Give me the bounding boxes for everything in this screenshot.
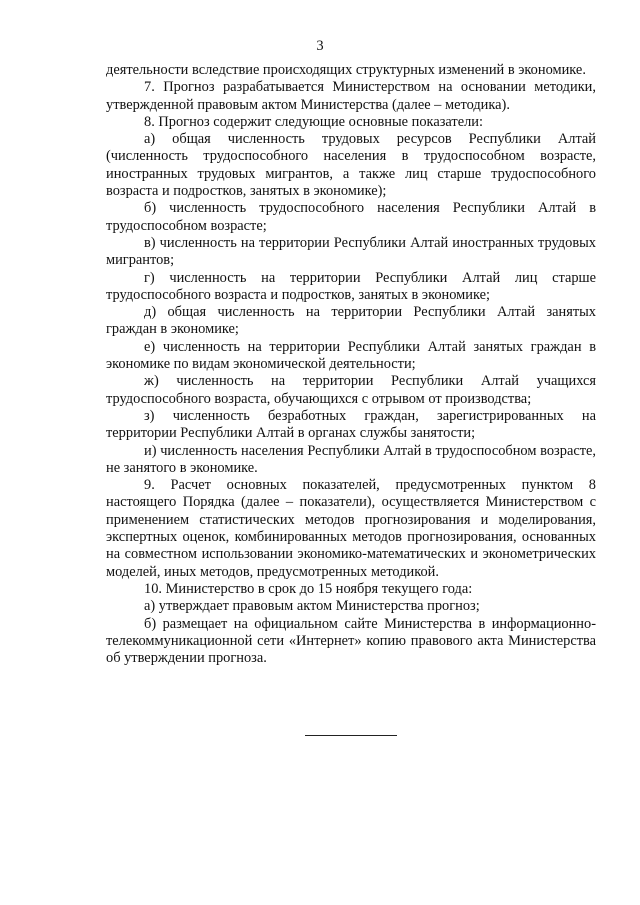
- paragraph-item-9: 9. Расчет основных показателей, предусмотренных пунктом 8 настоящего Порядка (далее – показатели), осуществляется Министерством с применением статистических методов прогнозирования и моделирования, экспертных оценок, комбинированных методов прогнозирования, основанных на совместном использовании экономико-математических и эконометрических моделей, иных методов, предусмотренных методикой.: [106, 477, 596, 580]
- subitem-zh: ж) численность на территории Республики Алтай учащихся трудоспособного возраста, обучающихся с отрывом от производства;: [106, 373, 596, 407]
- subitem-g: г) численность на территории Республики Алтай лиц старше трудоспособного возраста и подростков, занятых в экономике;: [106, 269, 596, 303]
- subitem-10-b: б) размещает на официальном сайте Министерства в информационно-телекоммуникационной сети «Интернет» копию правового акта Министерства об утверждении прогноза.: [106, 615, 596, 667]
- subitem-10-a: а) утверждает правовым актом Министерства прогноз;: [144, 598, 480, 615]
- subitem-b: б) численность трудоспособного населения Республики Алтай в трудоспособном возрасте;: [106, 200, 596, 234]
- paragraph-continuation: деятельности вследствие происходящих структурных изменений в экономике.: [106, 62, 586, 78]
- subitem-z: з) численность безработных граждан, зарегистрированных на территории Республики Алтай в органах службы занятости;: [106, 407, 596, 442]
- paragraph-item-7: 7. Прогноз разрабатывается Министерством на основании методики, утвержденной правовым актом Министерства (далее – методика).: [106, 79, 596, 113]
- end-divider: [305, 735, 397, 736]
- page-number: 3: [316, 38, 324, 54]
- subitem-i: и) численность населения Республики Алтай в трудоспособном возрасте, не занятого в экономике.: [106, 442, 596, 476]
- paragraph-item-8: 8. Прогноз содержит следующие основные показатели:: [144, 113, 483, 130]
- paragraph-item-10: 10. Министерство в срок до 15 ноября текущего года:: [144, 580, 473, 597]
- document-body: [106, 62, 596, 667]
- subitem-e: е) численность на территории Республики Алтай занятых граждан в экономике по видам экономической деятельности;: [106, 338, 596, 373]
- subitem-d: д) общая численность на территории Республики Алтай занятых граждан в экономике;: [106, 304, 596, 338]
- subitem-v: в) численность на территории Республики Алтай иностранных трудовых мигрантов;: [106, 234, 596, 269]
- subitem-a: а) общая численность трудовых ресурсов Республики Алтай (численность трудоспособного населения в трудоспособном возрасте, иностранных трудовых мигрантов, а также лиц старше трудоспособного возраста и подростков, занятых в экономике);: [106, 131, 596, 200]
